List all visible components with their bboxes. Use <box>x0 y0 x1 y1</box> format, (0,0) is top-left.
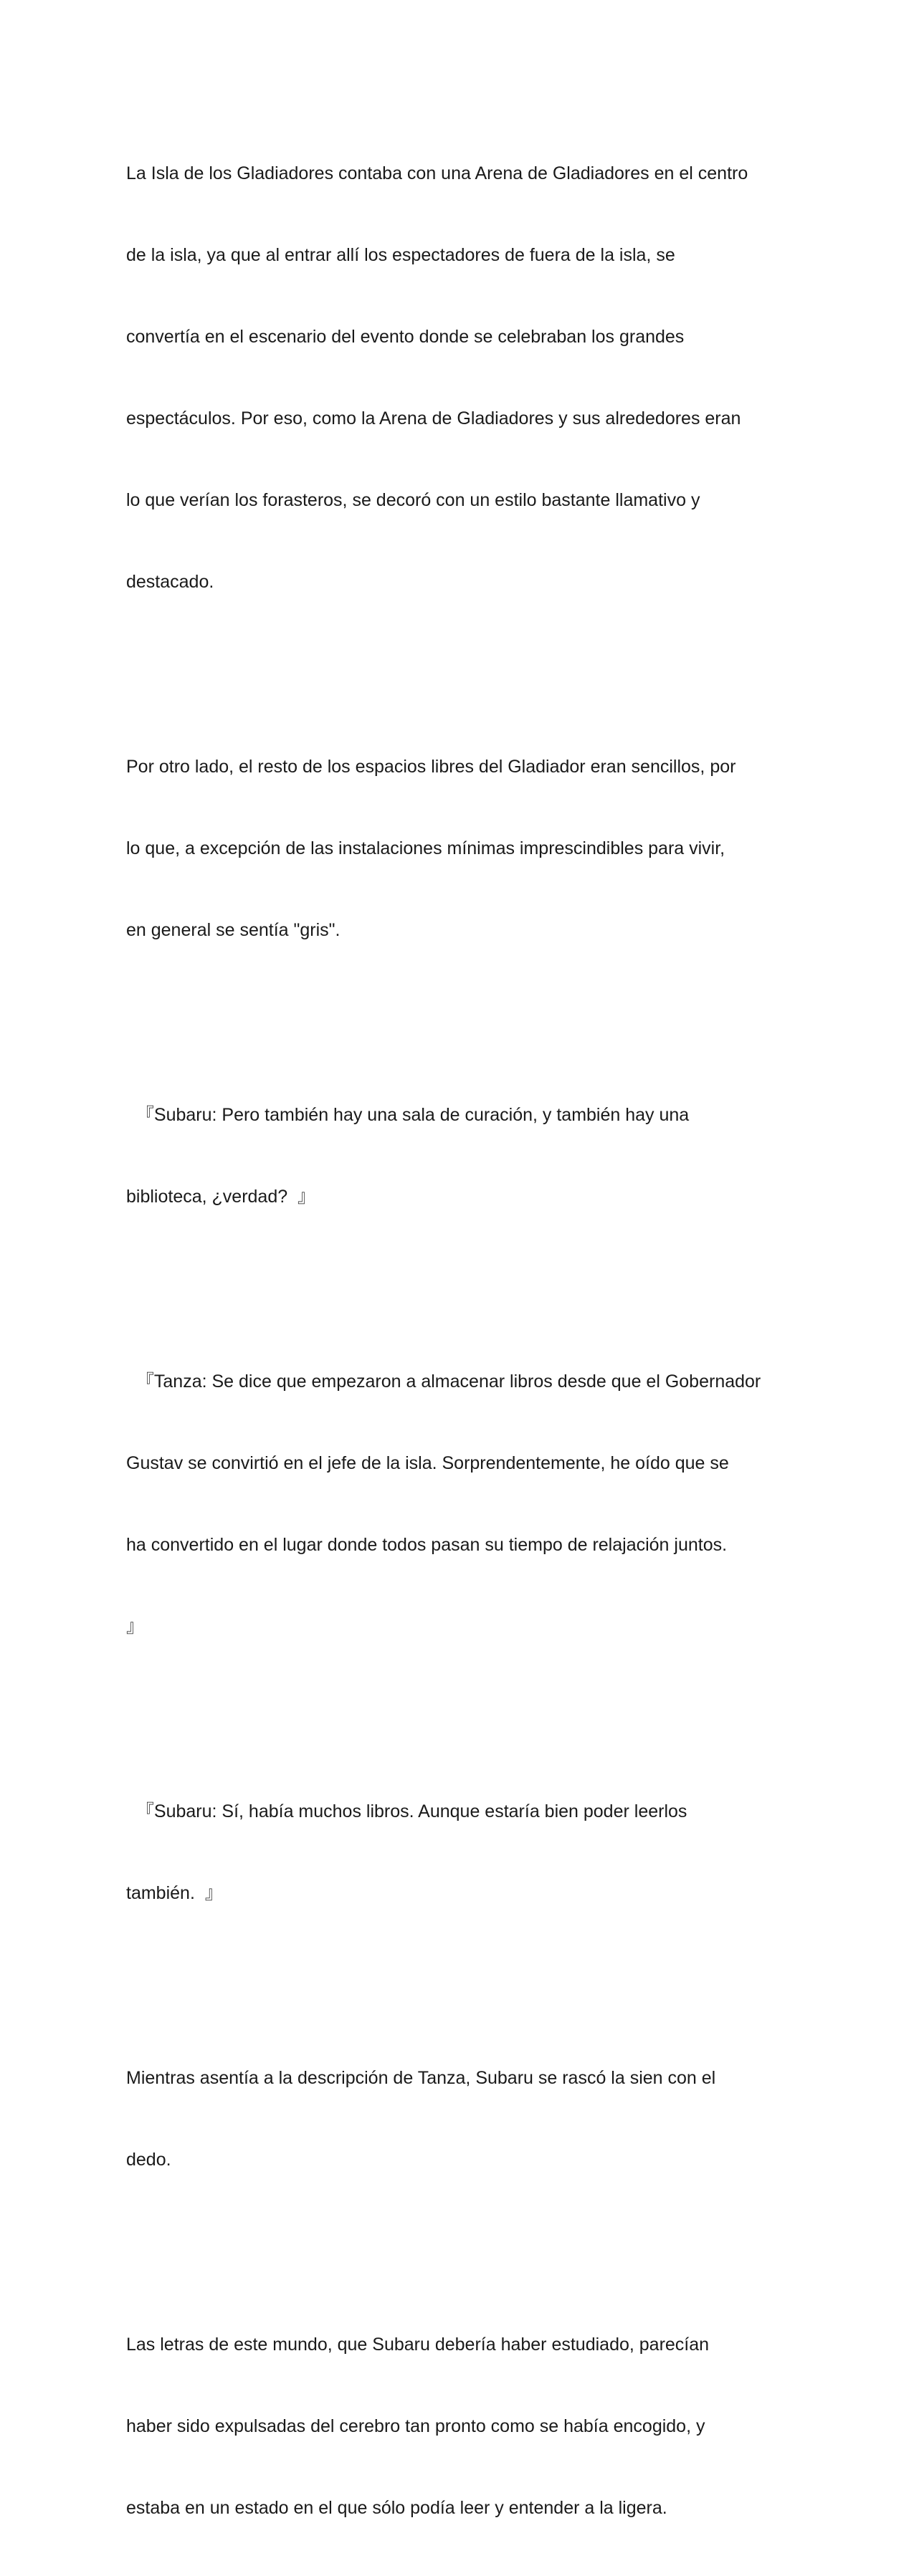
text-line: La Isla de los Gladiadores contaba con una Arena de Gladiadores en el centro <box>126 163 748 183</box>
text-line: también. 』 <box>126 1883 223 1903</box>
text-line: haber sido expulsadas del cerebro tan pronto como se había encogido, y <box>126 2416 705 2436</box>
text-line: estaba en un estado en el que sólo podía leer y entender a la ligera. <box>126 2498 667 2518</box>
text-line: lo que, a excepción de las instalaciones mínimas imprescindibles para vivir, <box>126 838 725 858</box>
text-line: biblioteca, ¿verdad? 』 <box>126 1187 316 1207</box>
paragraph-3 <box>126 2010 800 2228</box>
document-body <box>126 105 800 2576</box>
text-line: Mientras asentía a la descripción de Tanza, Subaru se rascó la sien con el <box>126 2068 716 2088</box>
text-line: ha convertido en el lugar donde todos pasan su tiempo de relajación juntos. <box>126 1535 728 1555</box>
dialogue-tanza-1 <box>126 1313 800 1695</box>
paragraph-2 <box>126 699 800 998</box>
text-line: destacado. <box>126 572 214 592</box>
paragraph-1 <box>126 105 800 650</box>
text-line: en general se sentía "gris". <box>126 920 341 940</box>
dialogue-subaru-1 <box>126 1047 800 1265</box>
text-line: 『Tanza: Se dice que empezaron a almacenar libros desde que el Gobernador <box>126 1371 761 1392</box>
text-line: convertía en el escenario del evento donde se celebraban los grandes <box>126 327 685 347</box>
dialogue-subaru-2 <box>126 1743 800 1961</box>
text-line: Gustav se convirtió en el jefe de la isla. Sorprendentemente, he oído que se <box>126 1453 729 1473</box>
text-line: de la isla, ya que al entrar allí los espectadores de fuera de la isla, se <box>126 245 675 265</box>
text-line: Por otro lado, el resto de los espacios libres del Gladiador eran sencillos, por <box>126 757 736 777</box>
text-line: dedo. <box>126 2150 171 2170</box>
text-line: 』 <box>126 1617 145 1637</box>
text-line: 『Subaru: Sí, había muchos libros. Aunque estaría bien poder leerlos <box>126 1801 687 1821</box>
text-line: Las letras de este mundo, que Subaru debería haber estudiado, parecían <box>126 2335 710 2355</box>
text-line: 『Subaru: Pero también hay una sala de curación, y también hay una <box>126 1105 690 1125</box>
text-line: espectáculos. Por eso, como la Arena de Gladiadores y sus alrededores eran <box>126 408 741 428</box>
text-line: lo que verían los forasteros, se decoró con un estilo bastante llamativo y <box>126 490 700 510</box>
paragraph-4 <box>126 2276 800 2576</box>
